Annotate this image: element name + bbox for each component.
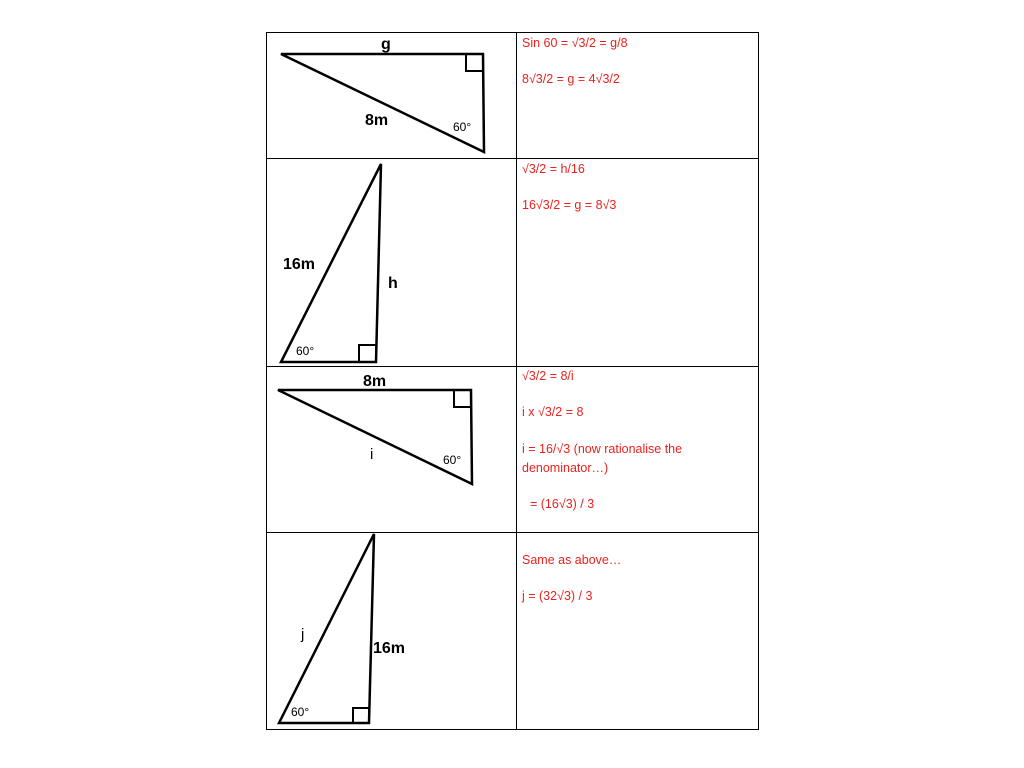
triangle-3 [278,373,472,484]
working-line: 8√3/2 = g = 4√3/2 [522,72,620,86]
label-j: j [301,626,305,643]
label-i: i [370,446,374,463]
working-2 [522,162,616,212]
triangle-1 [281,36,484,152]
label-16m: 16m [373,640,406,657]
triangle-4-outline [279,534,374,723]
working-line: j = (32√3) / 3 [522,589,593,603]
triangle-2 [281,164,398,362]
right-angle-marker [353,708,369,723]
worksheet-table [266,32,759,730]
label-g: g [381,36,391,53]
label-16m: 16m [283,256,316,273]
working-4 [521,553,621,603]
label-angle-60: 60° [296,344,315,358]
working-line: √3/2 = 8/i [522,369,574,383]
label-8m: 8m [363,373,387,390]
right-angle-marker [359,345,376,362]
working-line: i x √3/2 = 8 [522,405,584,419]
working-line: √3/2 = h/16 [522,162,585,176]
label-angle-60: 60° [443,453,462,467]
working-line: = (16√3) / 3 [530,497,595,511]
working-3 [522,369,682,511]
label-h: h [388,275,398,292]
label-8m: 8m [365,112,389,129]
right-angle-marker [466,54,483,71]
table-border [267,33,759,730]
working-line: Sin 60 = √3/2 = g/8 [522,36,628,50]
working-1 [522,36,628,86]
working-line: 16√3/2 = g = 8√3 [522,198,617,212]
triangle-3-outline [278,390,472,484]
right-angle-marker [454,390,471,407]
triangle-4 [279,534,405,723]
working-line: denominator…) [522,461,609,475]
label-angle-60: 60° [453,120,472,134]
working-line: i = 16/√3 (now rationalise the [522,442,683,456]
working-line: Same as above… [522,553,622,567]
label-angle-60: 60° [291,705,310,719]
triangle-1-outline [281,54,484,152]
